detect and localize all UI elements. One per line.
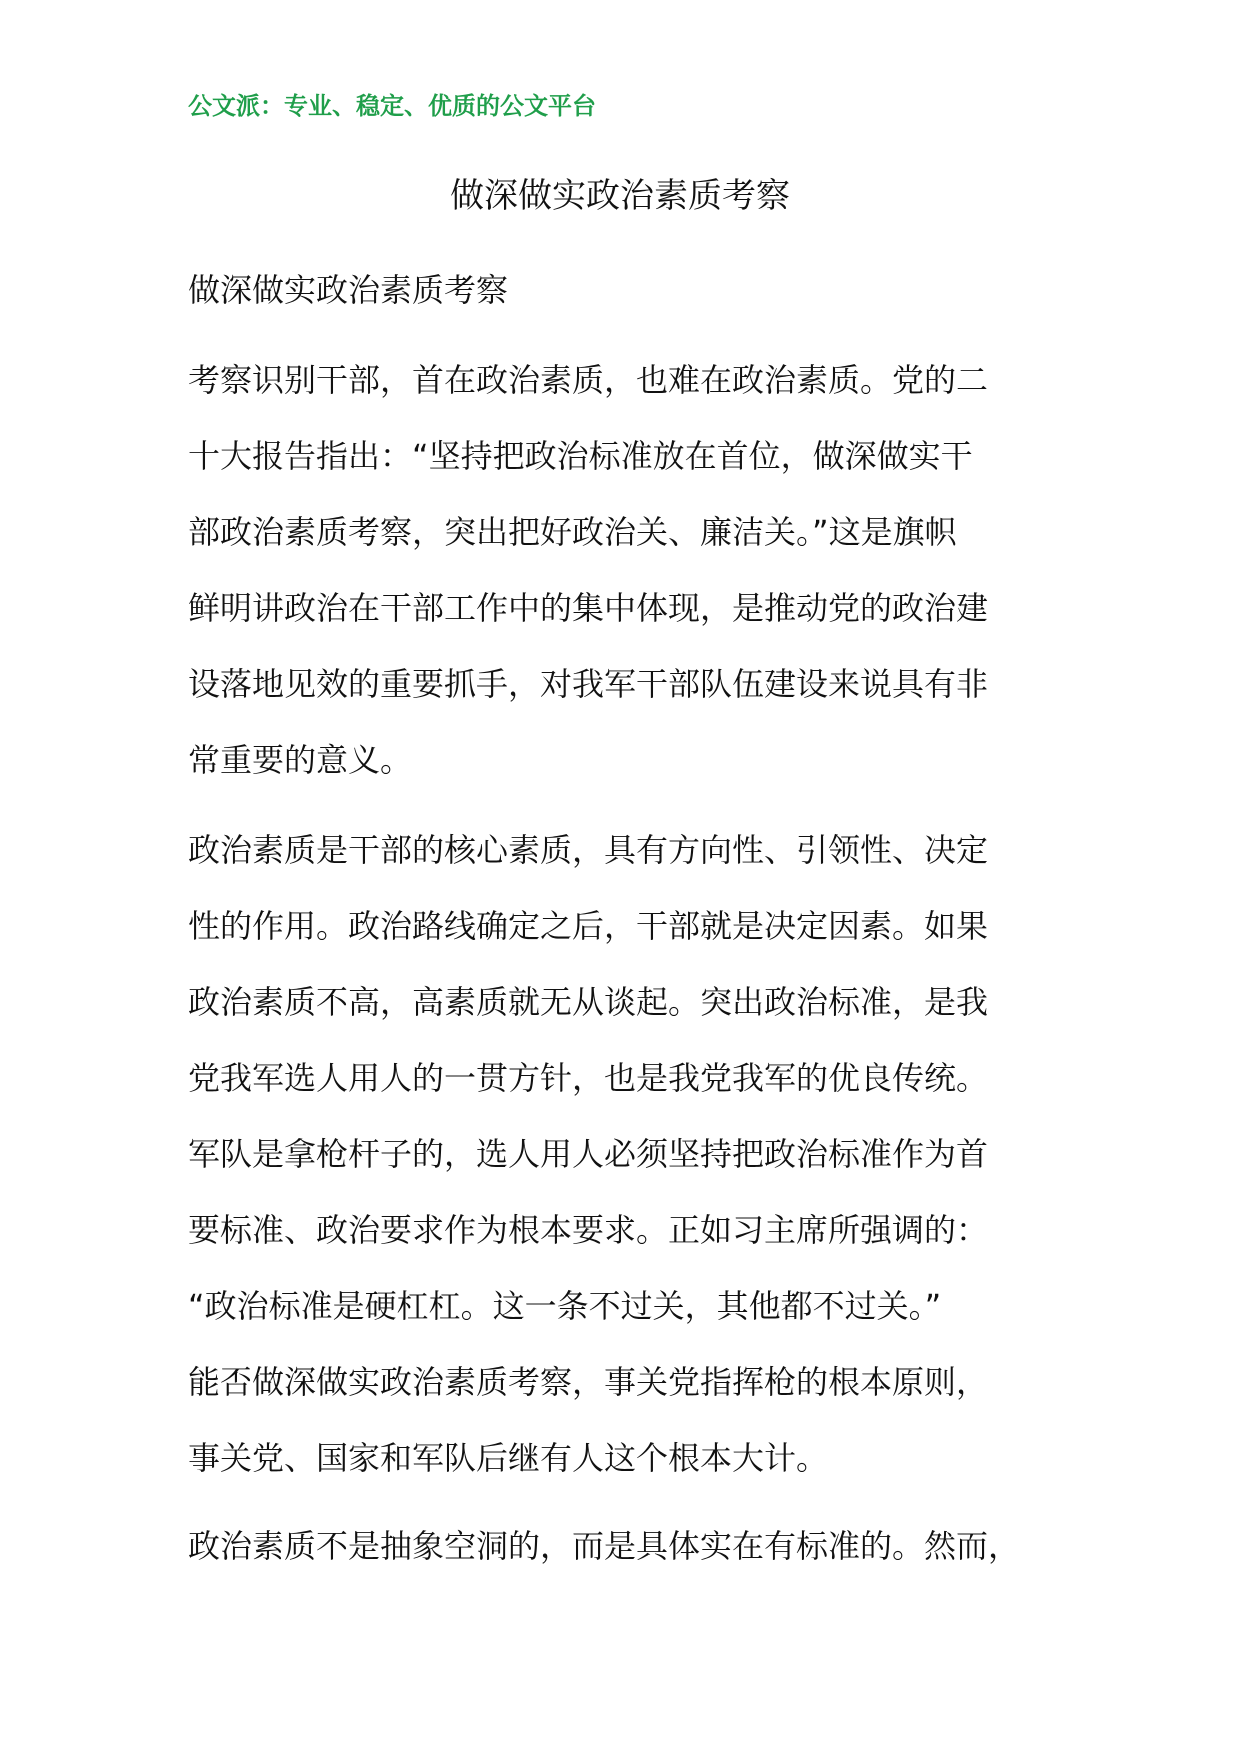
- paragraph-line: 要标准、政治要求作为根本要求。正如习主席所强调的：: [188, 1211, 989, 1249]
- paragraph-line: 事关党、国家和军队后继有人这个根本大计。: [188, 1439, 829, 1477]
- paragraph-line: 军队是拿枪杆子的，选人用人必须坚持把政治标准作为首: [188, 1135, 989, 1173]
- paragraph-line: 党我军选人用人的一贯方针，也是我党我军的优良传统。: [188, 1059, 989, 1097]
- paragraph-line: 政治素质是干部的核心素质，具有方向性、引领性、决定: [188, 831, 989, 869]
- paragraph-line: 常重要的意义。: [188, 741, 413, 779]
- paragraph-line: 性的作用。政治路线确定之后，干部就是决定因素。如果: [188, 907, 989, 945]
- paragraph-1: [188, 342, 1088, 798]
- paragraph-line: 设落地见效的重要抓手，对我军干部队伍建设来说具有非: [188, 665, 989, 703]
- paragraph-line: 能否做深做实政治素质考察，事关党指挥枪的根本原则，: [188, 1363, 989, 1401]
- paragraph-line: 部政治素质考察，突出把好政治关、廉洁关。”这是旗帜: [188, 513, 957, 551]
- document-title: 做深做实政治素质考察: [450, 176, 790, 216]
- paragraph-line: 十大报告指出：“坚持把政治标准放在首位，做深做实干: [188, 437, 973, 475]
- paragraph-line: 政治素质不是抽象空洞的，而是具体实在有标准的。然而，: [188, 1527, 1021, 1565]
- paragraph-line: 鲜明讲政治在干部工作中的集中体现，是推动党的政治建: [188, 589, 989, 627]
- paragraph-3: [188, 1508, 1088, 1584]
- paragraph-2: [188, 812, 1088, 1496]
- document-subtitle: 做深做实政治素质考察: [188, 271, 509, 309]
- paragraph-line: “政治标准是硬杠杠。这一条不过关，其他都不过关。”: [188, 1287, 942, 1325]
- platform-header: 公文派：专业、稳定、优质的公文平台: [188, 92, 596, 120]
- paragraph-line: 考察识别干部，首在政治素质，也难在政治素质。党的二: [188, 361, 989, 399]
- paragraph-line: 政治素质不高，高素质就无从谈起。突出政治标准，是我: [188, 983, 989, 1021]
